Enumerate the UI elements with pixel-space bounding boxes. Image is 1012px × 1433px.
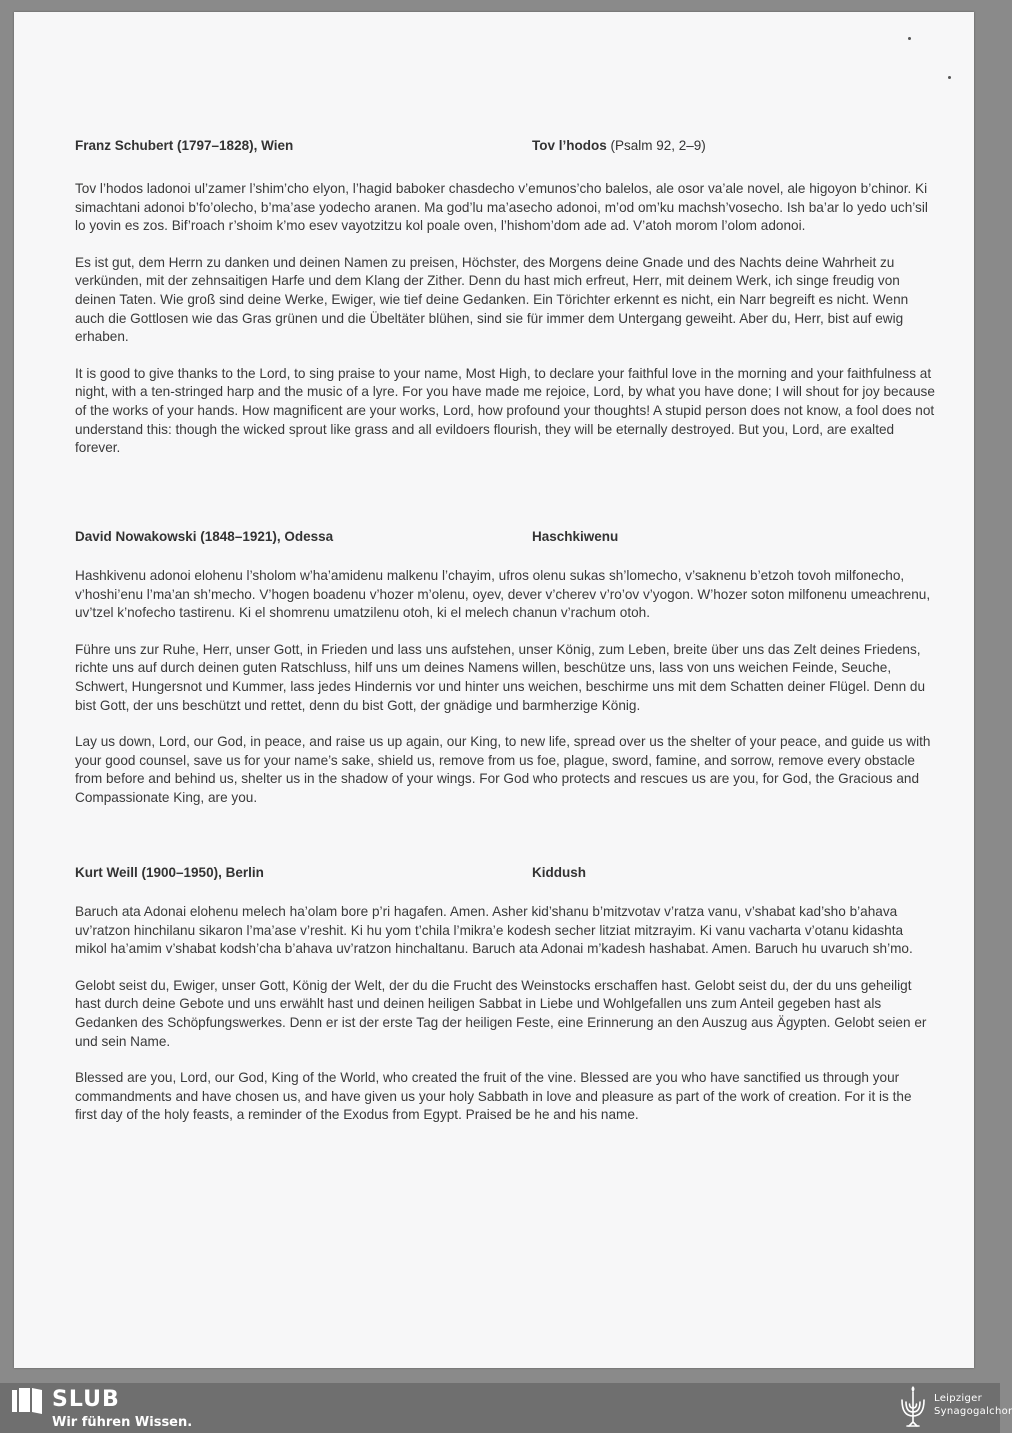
section-nowakowski (75, 529, 935, 808)
section-heading (75, 138, 935, 158)
section-heading (75, 865, 935, 885)
piece-title-note: (Psalm 92, 2–9) (610, 138, 706, 153)
paragraph-transliteration: Baruch ata Adonai elohenu melech ha’olam bore p’ri hagafen. Amen. Asher kid’shanu b’mitzvotav v’ratza vanu, v’shabat kad’sho b’ahava uv’ratzon hinchilanu sikaron l’ma’ase v’reshit. Ki hu yom t’chila l’mikra’e kodesh secher litziat mitzrayim. Ki vanu vacharta v’otanu kidashta mikol ha’amim v’shabat kodsh’cha b’ahava uv’ratzon hinchaltanu. Baruch ata Adonai m’kadesh hashabat. Amen. Baruch hu uvaruch sh’mo. (75, 904, 913, 957)
document-page (14, 12, 974, 1368)
menorah-icon (896, 1386, 930, 1430)
paragraph-english: It is good to give thanks to the Lord, to sing praise to your name, Most High, to declare your faithful love in the morning and your faithfulness at night, with a ten-stringed harp and the music of a lyre. For you have made me rejoice, Lord, by what you have done; I will shout for joy because of the works of your hands. How magnificent are your works, Lord, how profound your thoughts! A stupid person does not know, a fool does not understand this: though the wicked sprout like grass and all evildoers flourish, they will be eternally destroyed. But you, Lord, are exalted forever. (75, 365, 935, 456)
paragraph-transliteration: Tov l’hodos ladonoi ul’zamer l’shim’cho elyon, l’hagid baboker chasdecho v’emunos’cho balelos, ale osor va’ale novel, ale higoyon b’chinor. Ki simachtani adonoi b’fo’olecho, b’ma’ase yodecho aranen. Ma god’lu ma’asecho adonoi, m’od om’ku machsh’vosecho. Ish ba’ar lo yedo uch’sil lo yovin es zos. Bif’roach r’shoim k’mo esev vayotzitzu kol poale oven, l’hishom’dom ade ad. V’atoh morom l’olom adonoi. (75, 181, 928, 234)
choir-name-line1: Leipziger (934, 1393, 983, 1404)
choir-name-line2: Synagogalchor (934, 1406, 1012, 1417)
paragraph-transliteration: Hashkivenu adonoi elohenu l’sholom w’ha’amidenu malkenu l’chayim, ufros olenu sukas sh’lomecho, v’saknenu b’etzoh tovoh milfonecho, v’hoshi’enu l’ma’an sh’mecho. V’hogen boadenu v’hozer m’olenu, oyev, dever v’cherev v’ro’ov v’yogon. W’hozer soton milfonenu umeachrenu, uv’tzel k’nofecho tastirenu. Ki el shomrenu umatzilenu otoh, ki el melech chanun v’rachum otoh. (75, 568, 931, 621)
composer-name: David Nowakowski (1848–1921), Odessa (75, 529, 334, 544)
scan-speck (948, 76, 951, 79)
section-weill (75, 865, 935, 1125)
footer-bar (0, 1383, 1012, 1433)
paragraph-german: Es ist gut, dem Herrn zu danken und deinen Namen zu preisen, Höchster, des Morgens deine Gnade und des Nachts deine Wahrheit zu verkünden, mit der zehnsaitigen Harfe und dem Klang der Zither. Denn du hast mich erfreut, Herr, mit deinem Werk, ich singe freudig von deinen Taten. Wie groß sind deine Werke, Ewiger, wie tief deine Gedanken. Ein Törichter erkennt es nicht, ein Narr begreift es nicht. Wenn auch die Gottlosen wie das Gras grünen und die Übeltäter blühen, sind sie für immer dem Untergang geweiht. Aber du, Herr, bist auf ewig erhaben. (75, 254, 909, 345)
scan-speck (908, 37, 911, 40)
piece-title: Kiddush (532, 865, 586, 880)
paragraph-german: Gelobt seist du, Ewiger, unser Gott, König der Welt, der du die Frucht des Weinstocks erschaffen hast. Gelobt seist du, der du uns geheiligt hast durch deine Gebote und uns erwählt hast und deinen heiligen Sabbat in Liebe und Wohlgefallen uns zum Anteil gegeben hast als Gedanken des Schöpfungswerkes. Denn er ist der erste Tag der heiligen Feste, eine Erinnerung an den Auszug aus Ägypten. Gelobt seien er und sein Name. (75, 977, 927, 1049)
piece-title (532, 138, 706, 153)
paragraph-english: Blessed are you, Lord, our God, King of the World, who created the fruit of the vine. Blessed are you who have sanctified us through your commandments and have chosen us, and have given us your holy Sabbath in love and pleasure as part of the work of creation. For it is the first day of the holy feasts, a reminder of the Exodus from Egypt. Praised be he and his name. (75, 1070, 912, 1123)
piece-title: Haschkiwenu (532, 529, 619, 544)
piece-title-text: Tov l’hodos (532, 138, 607, 153)
slub-logo-icon[interactable] (12, 1388, 42, 1414)
paragraph-german: Führe uns zur Ruhe, Herr, unser Gott, in Frieden und lass uns aufstehen, unser König, zum Leben, breite über uns das Zelt deines Friedens, richte uns auf durch deinen guten Ratschluss, hilf uns um deines Namens willen, beschütze uns, lass von uns weichen Feinde, Seuche, Schwert, Hungersnot und Kummer, lass jedes Hindernis vor und hinter uns weichen, beschirme uns mit dem Schatten deiner Flügel. Denn du bist Gott, der uns beschützt und rettet, denn du bist Gott, der gnädige und barmherzige König. (75, 641, 926, 713)
paragraph-english: Lay us down, Lord, our God, in peace, and raise us up again, our King, to new life, spread over us the shelter of your peace, and guide us with your good counsel, save us for your name’s sake, shield us, remove from us foe, plague, sword, famine, and sorrow, remove every obstacle from before and behind us, shelter us in the shadow of your wings. For God who protects and rescues us are you, for God, the Gracious and Compassionate King, are you. (75, 734, 931, 805)
slub-brand[interactable]: SLUB (52, 1387, 120, 1412)
composer-name: Kurt Weill (1900–1950), Berlin (75, 865, 264, 880)
composer-name: Franz Schubert (1797–1828), Wien (75, 138, 294, 153)
section-heading (75, 529, 935, 549)
choir-name (934, 1392, 1012, 1418)
section-schubert (75, 138, 935, 458)
slub-tagline: Wir führen Wissen. (52, 1415, 193, 1430)
